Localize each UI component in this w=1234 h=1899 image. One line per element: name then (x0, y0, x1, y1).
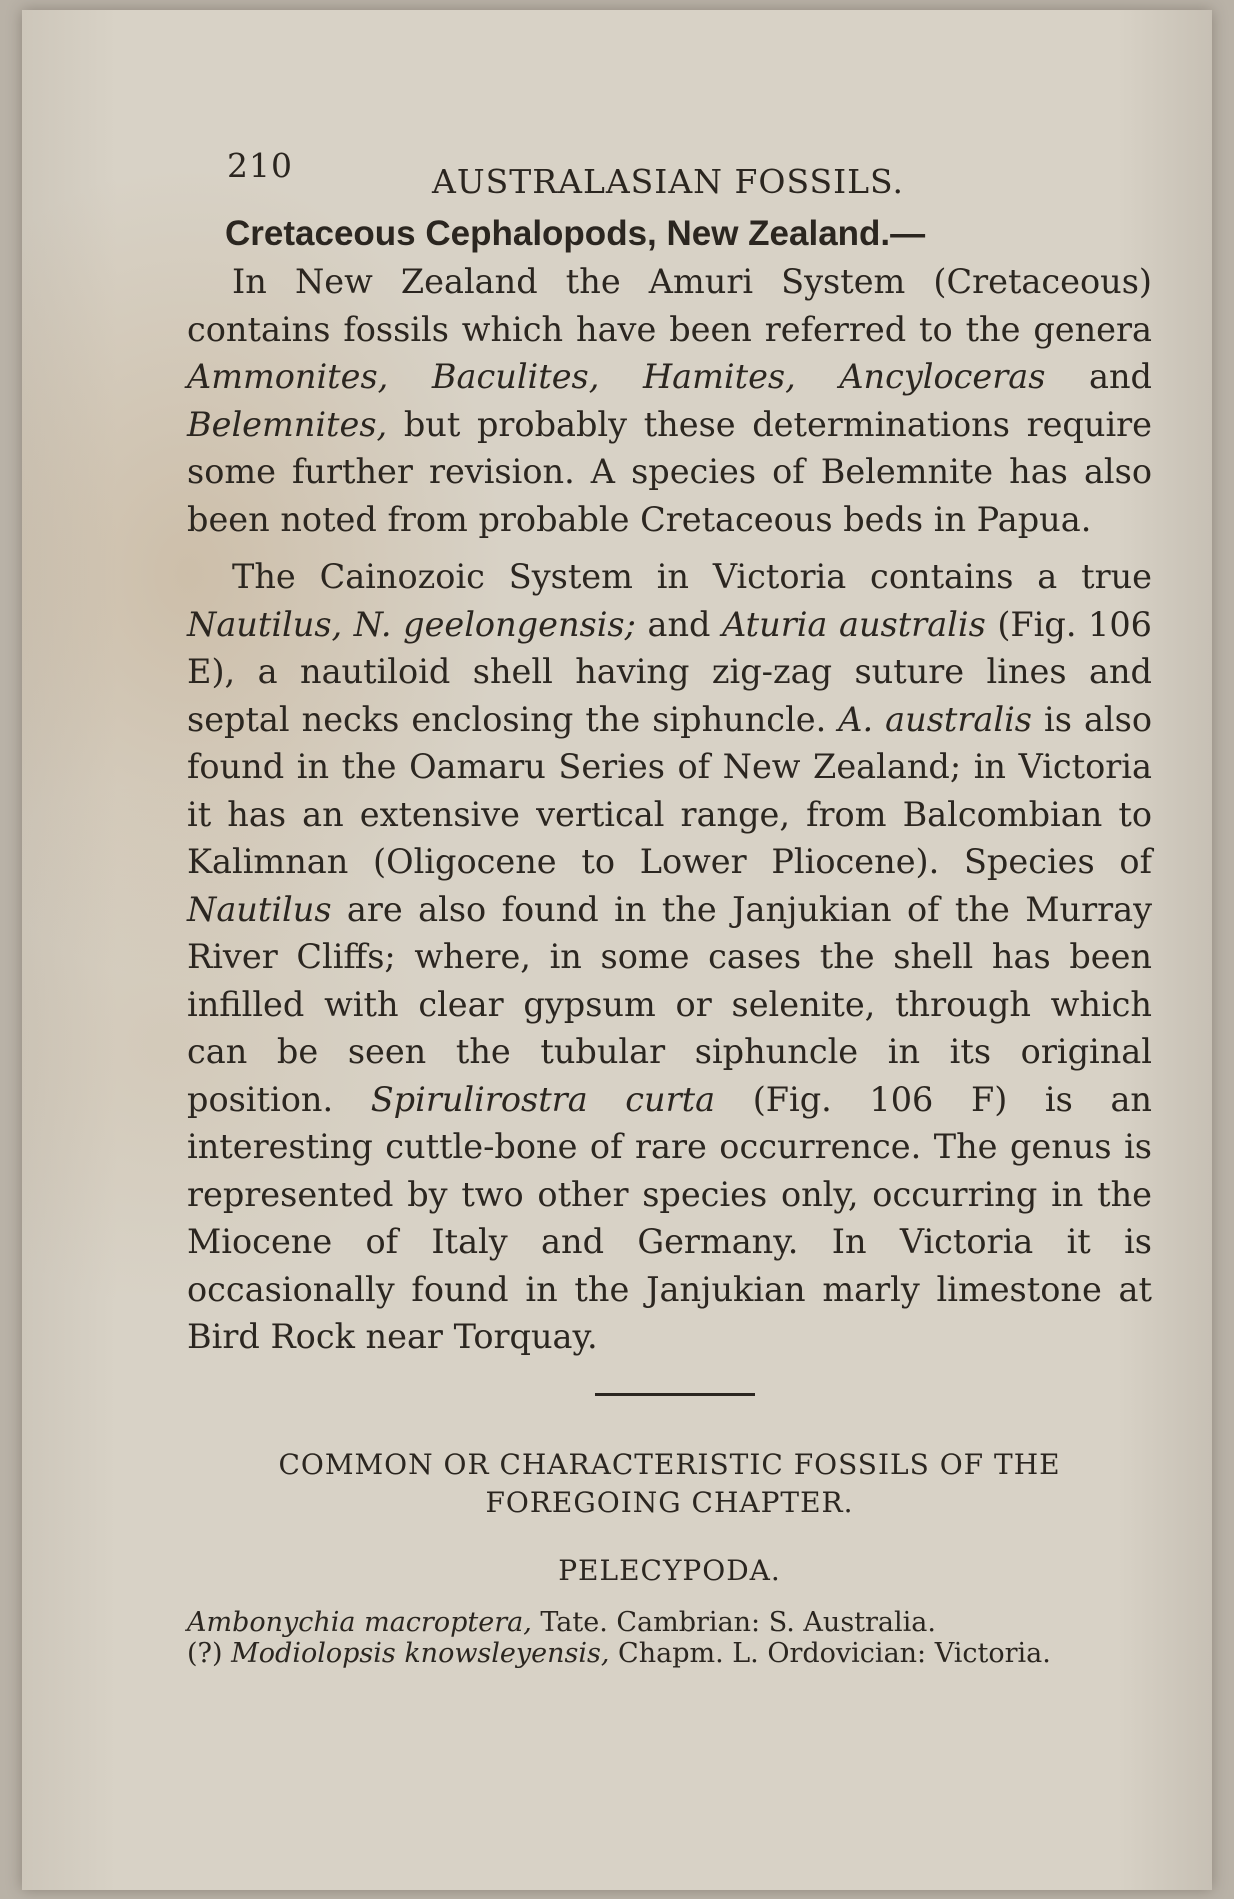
page-number: 210 (227, 146, 293, 185)
book-page (22, 10, 1212, 1890)
entry-details: Chapm. L. Ordovician: Victoria. (609, 1637, 1051, 1669)
text: (Fig. 106 E), a nautiloid shell having zig-zag suture lines and septal necks enclosing the siphuncle. (187, 604, 1152, 739)
running-head (187, 140, 1152, 200)
genus-name: Belemnites, (187, 404, 388, 444)
text: and (635, 604, 723, 644)
section-divider (595, 1393, 755, 1396)
species-name: Ambonychia macroptera, (187, 1606, 532, 1638)
genus-names: Ammonites, Baculites, Hamites, Ancyloceras (187, 357, 1046, 396)
section-heading: Cretaceous Cephalopods, New Zealand.— (225, 214, 926, 253)
running-title: AUSTRALASIAN FOSSILS. (432, 162, 904, 201)
text: (Fig. 106 F) is an interesting cuttle-bone of rare occurrence. The genus is represented by two other species only, occurring in the Miocene of Italy and Germany. In Victoria it is occasionally found in the Janjukian marly limestone at Bird Rock near Torquay. (187, 1079, 1152, 1356)
fossil-entry (187, 1607, 1152, 1638)
entry-prefix: (?) (187, 1637, 232, 1669)
species-name: Spirulirostra curta (370, 1079, 716, 1119)
fossil-entry (187, 1638, 1152, 1669)
fossil-list-heading: COMMON OR CHARACTERISTIC FOSSILS OF THE FOREGOING CHAPTER. (278, 1447, 1061, 1519)
fossil-list-subheading: PELECYPODA. (558, 1553, 781, 1587)
species-name: Aturia australis (722, 604, 986, 644)
text: and (1045, 357, 1152, 396)
text: but probably these determinations require some further revision. A species of Belemnite has also been noted from probable Cretaceous beds in Papua. (187, 404, 1152, 539)
text: In New Zealand the Amuri System (Cretaceous) contains fossils which have been referred to the genera (187, 262, 1152, 349)
text: are also found in the Janjukian of the Murray River Cliffs; where, in some cases the shell has been infilled with clear gypsum or selenite, through which can be seen the tubular siphuncle in its original position. (187, 889, 1152, 1119)
text: The Cainozoic System in Victoria contains a true (232, 557, 1152, 596)
genus-name: Nautilus (187, 889, 332, 929)
paragraph-cainozoic (187, 553, 1152, 1361)
species-name: A. australis (838, 699, 1032, 739)
paragraph-cretaceous (187, 258, 1152, 543)
species-name: Nautilus, N. geelongensis; (187, 604, 636, 644)
page-content (187, 140, 1152, 1669)
species-name: Modiolopsis knowsleyensis, (231, 1637, 610, 1669)
text: is also found in the Oamaru Series of New Zealand; in Victoria it has an extensive vertical range, from Balcombian to Kalimnan (Oligocene to Lower Pliocene). Species of (187, 699, 1152, 881)
entry-details: Tate. Cambrian: S. Australia. (531, 1606, 936, 1638)
